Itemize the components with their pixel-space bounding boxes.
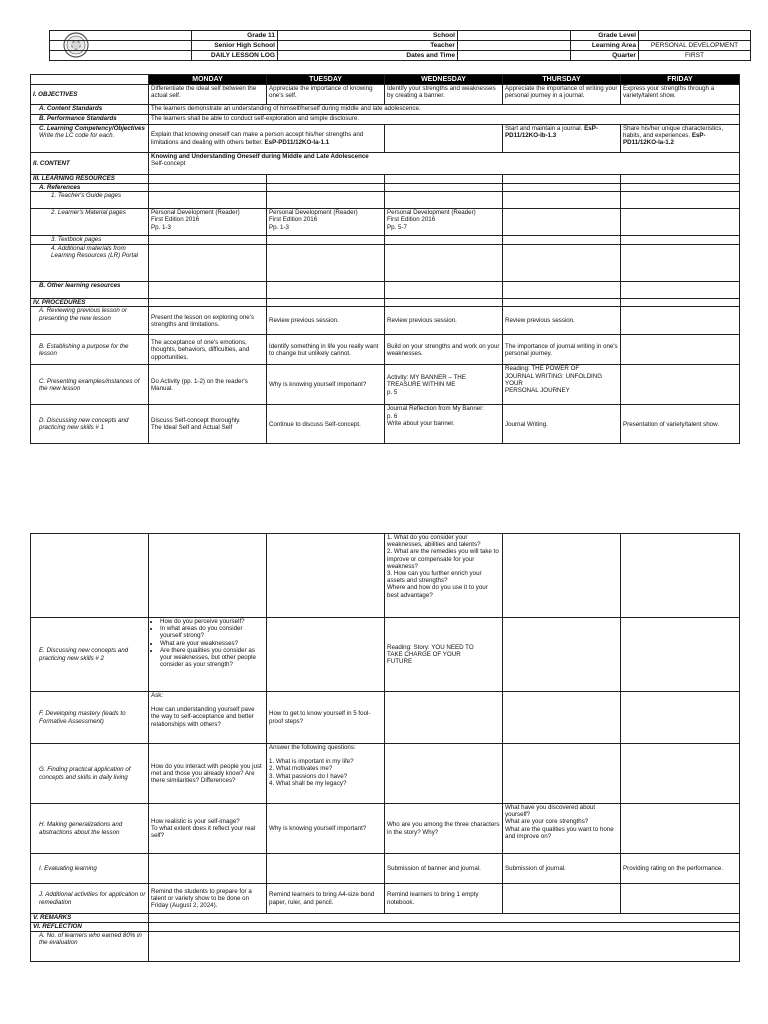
proc-c-monday: Do Activity (pp. 1-2) on the reader's Manual. bbox=[149, 365, 267, 405]
lm-wednesday-line2: First Edition 2016 bbox=[387, 216, 436, 224]
learning-resources-label: III. LEARNING RESOURCES bbox=[31, 175, 149, 184]
proc-i-friday: Providing rating on the performance. bbox=[621, 854, 740, 884]
competency-thu-text: Start and maintain a journal. bbox=[505, 125, 583, 132]
competency-fri-text: Share his/her unique characteristics, habits, and experiences. bbox=[623, 125, 724, 140]
proc-f-tuesday: How to get to know yourself in 5 fool-proof steps? bbox=[267, 692, 385, 744]
proc-b-tuesday: Identify something in life you really want to change but unlikely cannot. bbox=[267, 335, 385, 365]
lesson-log-table-2 bbox=[30, 533, 740, 962]
competency-thu-code: EsP-PD11/12KO-Ib-1.3 bbox=[505, 125, 598, 140]
proc-a-monday: Present the lesson on exploring one's strengths and limitations. bbox=[149, 307, 267, 335]
quarter-value: FIRST bbox=[639, 51, 751, 61]
lm-monday-line1: Personal Development (Reader) bbox=[151, 209, 240, 217]
proc-a-friday bbox=[621, 307, 740, 335]
proc-c-thu-line3: YOUR bbox=[505, 379, 523, 387]
reflection-a-label: A. No. of learners who earned 80% in the evaluation bbox=[31, 932, 149, 962]
performance-standards-value: The learners shall be able to conduct self-exploration and simple disclosure. bbox=[149, 115, 740, 125]
content-label: II. CONTENT bbox=[31, 153, 149, 175]
proc-d-wed-line1: Journal Reflection from My Banner: bbox=[387, 405, 484, 413]
proc-d-wednesday bbox=[385, 405, 503, 444]
content-standards-label: A. Content Standards bbox=[31, 105, 149, 115]
proc-h-mon-line1: How realistic is your self-image? bbox=[151, 817, 240, 825]
day-header-tuesday: TUESDAY bbox=[267, 75, 385, 85]
proc-e-mon-list bbox=[151, 618, 264, 668]
grade-level-value[interactable] bbox=[639, 31, 751, 41]
lm-tuesday bbox=[267, 209, 385, 236]
proc-d-friday: Presentation of variety/talent show. bbox=[621, 405, 740, 444]
proc-e-wed-line2: TAKE CHARGE OF YOUR bbox=[387, 650, 461, 658]
proc-h-monday bbox=[149, 804, 267, 854]
objective-tuesday: Appreciate the importance of knowing one's self. bbox=[267, 85, 385, 105]
wed-question-2: 2. What are the remedies you will take to improve or compensate for your weakness? bbox=[387, 548, 499, 570]
competency-friday bbox=[621, 125, 740, 153]
learning-area-label: Learning Area bbox=[571, 41, 639, 51]
proc-h-thu-line2: What are your core strengths? bbox=[505, 818, 589, 826]
remarks-label: V. REMARKS bbox=[31, 914, 149, 923]
proc-h-tuesday: Why is knowing yourself important? bbox=[267, 804, 385, 854]
proc-j-monday: Remind the students to prepare for a talent or variety show to be done on Friday (August 2, 2024). bbox=[149, 884, 267, 914]
competency-thursday bbox=[503, 125, 621, 153]
proc-g-tuesday bbox=[267, 744, 385, 804]
proc-c-wednesday bbox=[385, 365, 503, 405]
school-label: School bbox=[278, 31, 458, 41]
proc-c-thu-line4: PERSONAL JOURNEY bbox=[505, 387, 570, 395]
proc-c-thu-line1: Reading: THE POWER OF bbox=[505, 365, 580, 373]
objectives-label: I. OBJECTIVES bbox=[31, 85, 149, 105]
proc-b-friday bbox=[621, 335, 740, 365]
proc-e-wednesday bbox=[385, 618, 503, 692]
proc-c-wed-line3: p. 5 bbox=[387, 388, 398, 396]
day-header-wednesday: WEDNESDAY bbox=[385, 75, 503, 85]
learning-area-value: PERSONAL DEVELOPMENT bbox=[639, 41, 751, 51]
objective-monday: Differentiate the ideal self between the actual self. bbox=[149, 85, 267, 105]
proc-g-label: G. Finding practical application of concepts and skills in daily living bbox=[31, 744, 149, 804]
teachers-guide-label: 1. Teacher's Guide pages bbox=[31, 192, 149, 209]
proc-a-label: A. Reviewing previous lesson or presenting the new lesson bbox=[31, 307, 149, 335]
proc-b-wednesday: Build on your strengths and work on your weaknesses. bbox=[385, 335, 503, 365]
proc-g-tue-line2 bbox=[269, 751, 382, 758]
wed-question-4: Where and how do you use it to your best advantage? bbox=[387, 584, 488, 599]
proc-g-tue-line3: 1. What is important in my life? bbox=[269, 758, 354, 766]
proc-a-tuesday: Review previous session. bbox=[267, 307, 385, 335]
quarter-label: Quarter bbox=[571, 51, 639, 61]
learners-material-label: 2. Learner's Material pages bbox=[31, 209, 149, 236]
competency-mon-tue-text: Explain that knowing oneself can make a person accept his/her strengths and limitations and dealing with others better. bbox=[151, 131, 364, 146]
proc-i-thursday: Submission of journal. bbox=[503, 854, 621, 884]
proc-f-label: F. Developing mastery (leads to Formative Assessment) bbox=[31, 692, 149, 744]
day-header-thursday: THURSDAY bbox=[503, 75, 621, 85]
competencies-note: Write the LC code for each. bbox=[39, 132, 115, 140]
proc-c-wed-line2: TREASURE WITHIN ME bbox=[387, 381, 456, 389]
content-value bbox=[149, 153, 740, 175]
competency-wednesday bbox=[385, 125, 503, 153]
additional-materials-label: 4. Additional materials from Learning Resources (LR) Portal bbox=[31, 245, 149, 282]
proc-e-wed-line1: Reading: Story: YOU NEED TO bbox=[387, 643, 474, 651]
proc-e-mon-item: • Are there qualities you consider as your weaknesses, but other people consider as your strength? bbox=[160, 647, 264, 669]
proc-f-mon-line1: Ask: bbox=[151, 692, 164, 699]
proc-b-monday: The acceptance of one's emotions, thoughts, behaviors, difficulties, and opportunities. bbox=[149, 335, 267, 365]
logo-cell-2 bbox=[50, 41, 192, 51]
proc-e-monday bbox=[149, 618, 267, 692]
proc-d-monday bbox=[149, 405, 267, 444]
grade-level-label: Grade Level bbox=[571, 31, 639, 41]
proc-j-tuesday: Remind learners to bring A4-size bond paper, ruler, and pencil. bbox=[267, 884, 385, 914]
wed-question-1: 1. What do you consider your weaknesses, abilities and talents? bbox=[387, 534, 481, 549]
proc-d-wed-line3: Write about your banner. bbox=[387, 419, 455, 427]
lm-wednesday-line3: Pp. 5-7 bbox=[387, 223, 407, 231]
proc-h-mon-line2: To what extent does it reflect your real self? bbox=[151, 824, 256, 840]
remarks-value[interactable] bbox=[149, 914, 740, 923]
proc-h-label: H. Making generalizations and abstractions about the lesson bbox=[31, 804, 149, 854]
proc-b-thursday: The importance of journal writing in one's personal journey. bbox=[503, 335, 621, 365]
proc-d-wed-line2: p. 6 bbox=[387, 412, 398, 420]
proc-j-label: J. Additional activities for application or remediation bbox=[31, 884, 149, 914]
header-table bbox=[49, 30, 751, 61]
proc-c-label: C. Presenting examples/instances of the new lesson bbox=[31, 365, 149, 405]
proc-h-thursday bbox=[503, 804, 621, 854]
procedures-label: IV. PROCEDURES bbox=[31, 299, 149, 307]
school-value[interactable] bbox=[458, 31, 571, 41]
lm-wednesday-line1: Personal Development (Reader) bbox=[387, 209, 476, 217]
lm-tuesday-line1: Personal Development (Reader) bbox=[269, 209, 358, 217]
logo-cell-3 bbox=[50, 51, 192, 61]
performance-standards-label: B. Performance Standards bbox=[31, 115, 149, 125]
proc-d-tuesday: Continue to discuss Self-concept. bbox=[267, 405, 385, 444]
reflection-a-value[interactable] bbox=[149, 932, 740, 962]
proc-f-monday bbox=[149, 692, 267, 744]
proc-f-mon-line3: How can understanding yourself pave the way to self-acceptance and better relationships with others? bbox=[151, 706, 255, 728]
proc-c-thu-line2: JOURNAL WRITING: UNFOLDING bbox=[505, 372, 603, 380]
logo-cell bbox=[50, 31, 192, 41]
competencies-cell bbox=[31, 125, 149, 153]
lm-monday bbox=[149, 209, 267, 236]
proc-d-label: D. Discussing new concepts and practicing new skills # 1 bbox=[31, 405, 149, 444]
grade-label: Grade 11 bbox=[192, 31, 278, 41]
proc-e-mon-item: • What are your weaknesses? bbox=[160, 640, 264, 647]
proc-c-tuesday: Why is knowing yourself important? bbox=[267, 365, 385, 405]
lm-tuesday-line3: Pp. 1-3 bbox=[269, 223, 289, 231]
reflection-label: VI. REFLECTION bbox=[31, 923, 149, 932]
competency-mon-tue-code: EsP-PD11/12KO-Ia-1.1 bbox=[264, 138, 330, 146]
corner-cell bbox=[31, 75, 149, 85]
content-standards-value: The learners demonstrate an understanding of himself/herself during middle and late adolescence. bbox=[149, 105, 740, 115]
proc-a-wednesday: Review previous session. bbox=[385, 307, 503, 335]
references-label: A. References bbox=[31, 184, 149, 192]
proc-c-thursday bbox=[503, 365, 621, 405]
dates-label: Dates and Time bbox=[278, 51, 458, 61]
dates-value[interactable] bbox=[458, 51, 571, 61]
teacher-label: Teacher bbox=[278, 41, 458, 51]
proc-g-monday: How do you interact with people you just met and those you already know? Are there similarities? Differences? bbox=[149, 744, 267, 804]
shs-label: Senior High School bbox=[192, 41, 278, 51]
proc-g-tue-line4: 2. What motivates me? bbox=[269, 765, 333, 773]
content-sub: Self-concept bbox=[151, 160, 186, 168]
proc-g-tue-line5: 3. What passions do I have? bbox=[269, 772, 348, 780]
proc-d-thursday: Journal Writing. bbox=[503, 405, 621, 444]
lm-tuesday-line2: First Edition 2016 bbox=[269, 216, 318, 224]
proc-b-label: B. Establishing a purpose for the lesson bbox=[31, 335, 149, 365]
other-resources-label: B. Other learning resources bbox=[31, 282, 149, 299]
lm-monday-line2: First Edition 2016 bbox=[151, 216, 200, 224]
proc-h-thu-line3: What are the qualities you want to hone and improve on? bbox=[505, 825, 614, 840]
objective-friday: Express your strengths through a variety/talent show. bbox=[621, 85, 740, 105]
proc-e-mon-item: • How do you perceive yourself? bbox=[160, 618, 264, 625]
proc-j-wednesday: Remind learners to bring 1 empty notebook. bbox=[385, 884, 503, 914]
day-header-friday: FRIDAY bbox=[621, 75, 740, 85]
proc-i-wednesday: Submission of banner and journal. bbox=[385, 854, 503, 884]
proc-d-mon-line2: The Ideal Self and Actual Self bbox=[151, 424, 233, 432]
proc-c-wed-line1: Activity: MY BANNER – THE bbox=[387, 374, 466, 382]
lm-wednesday bbox=[385, 209, 503, 236]
proc-f-mon-line2 bbox=[151, 699, 264, 706]
proc-e-mon-item: • In what areas do you consider yourself strong? bbox=[160, 625, 264, 639]
proc-i-label: I. Evaluating learning bbox=[31, 854, 149, 884]
day-header-monday: MONDAY bbox=[149, 75, 267, 85]
competencies-label: C. Learning Competency/Objectives bbox=[39, 125, 145, 132]
objective-thursday: Appreciate the importance of writing your personal journey in a journal. bbox=[503, 85, 621, 105]
reflection-value[interactable] bbox=[149, 923, 740, 932]
proc-e-label: E. Discussing new concepts and practicing new skills # 2 bbox=[31, 618, 149, 692]
lesson-log-table-1 bbox=[30, 74, 740, 444]
lm-monday-line3: Pp. 1-3 bbox=[151, 223, 171, 231]
content-title: Knowing and Understanding Oneself during Middle and Late Adolescence bbox=[151, 153, 369, 160]
teacher-value[interactable] bbox=[458, 41, 571, 51]
proc-d-wed-questions bbox=[385, 534, 503, 618]
objective-wednesday: Identify your strengths and weaknesses by creating a banner. bbox=[385, 85, 503, 105]
dll-label: DAILY LESSON LOG bbox=[192, 51, 278, 61]
proc-a-thursday: Review previous session. bbox=[503, 307, 621, 335]
competency-fri-code: EsP-PD11/12KO-Ia-1.2 bbox=[623, 132, 706, 147]
proc-g-tue-line1: Answer the following questions: bbox=[269, 744, 356, 751]
proc-e-wed-line3: FUTURE bbox=[387, 658, 413, 666]
competency-mon-tue bbox=[149, 125, 385, 153]
proc-g-tue-line6: 4. What shall be my legacy? bbox=[269, 779, 347, 787]
textbook-label: 3. Textbook pages bbox=[31, 236, 149, 245]
wed-question-3: 3. How can you further enrich your assets and strengths? bbox=[387, 570, 482, 585]
proc-h-thu-line1: What have you discovered about yourself? bbox=[505, 804, 596, 819]
proc-h-wednesday: Who are you among the three characters in the story? Why? bbox=[385, 804, 503, 854]
proc-d-mon-line1: Discuss Self-concept thoroughly. bbox=[151, 417, 241, 425]
